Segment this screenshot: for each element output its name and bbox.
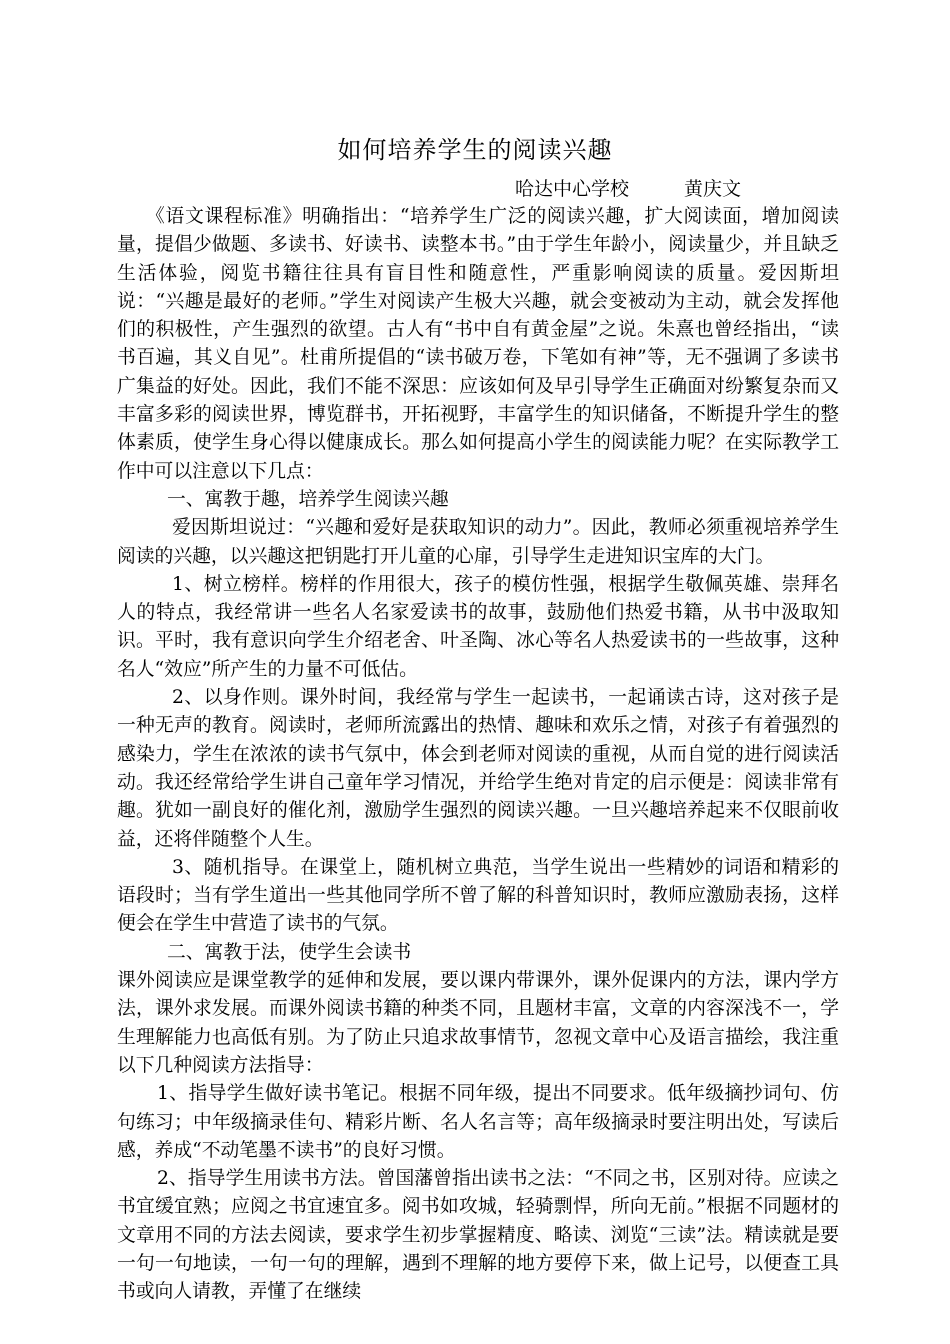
paragraph-point-2-2: 2、指导学生用读书方法。曾国藩曾指出读书之法：“不同之书，区别对待。应读之书宜缓宜熟；应阅之书宜速宜多。阅书如攻城，轻骑剽悍，所向无前。”根据不同题材的文章用不同的方法去阅读，要求学生初步掌握精度、略读、浏览“三读”法。精读就是要一句一句地读，一句一句的理解，遇到不理解的地方要停下来，做上记号，以便查工具书或向人请教，弄懂了在继续 xyxy=(117,1168,839,1303)
document-body xyxy=(117,203,839,1307)
section-heading-2: 二、寓教于法，使学生会读书 xyxy=(167,941,412,963)
paragraph-point-1-1: 1、树立榜样。榜样的作用很大，孩子的模仿性强，根据学生敬佩英雄、崇拜名人的特点，我经常讲一些名人名家爱读书的故事，鼓励他们热爱书籍，从书中汲取知识。平时，我有意识向学生介绍老舍、叶圣陶、冰心等名人热爱读书的一些故事，这种名人“效应”所产生的力量不可低估。 xyxy=(117,573,839,680)
paragraph-point-1-3: 3、随机指导。在课堂上，随机树立典范，当学生说出一些精妙的词语和精彩的语段时；当有学生道出一些其他同学所不曾了解的科普知识时，教师应激励表扬，这样便会在学生中营造了读书的气氛。 xyxy=(117,856,839,935)
section-heading-1: 一、寓教于趣，培养学生阅读兴趣 xyxy=(167,488,449,510)
document-title: 如何培养学生的阅读兴趣 xyxy=(337,136,613,164)
paragraph-point-1-2: 2、以身作则。课外时间，我经常与学生一起读书，一起诵读古诗，这对孩子是一种无声的教育。阅读时，老师所流露出的热情、趣味和欢乐之情，对孩子有着强烈的感染力，学生在浓浓的读书气氛中，体会到老师对阅读的重视，从而自觉的进行阅读活动。我还经常给学生讲自己童年学习情况，并给学生绝对肯定的启示便是：阅读非常有趣。犹如一副良好的催化剂，激励学生强烈的阅读兴趣。一旦兴趣培养起来不仅眼前收益，还将伴随整个人生。 xyxy=(117,687,839,850)
author-name: 黄庆文 xyxy=(684,178,742,200)
paragraph-intro: 《语文课程标准》明确指出：“培养学生广泛的阅读兴趣，扩大阅读面，增加阅读量，提倡少做题、多读书、好读书、读整本书。”由于学生年龄小，阅读量少，并且缺乏生活体验，阅览书籍往往具有盲目性和随意性，严重影响阅读的质量。爱因斯坦说：“兴趣是最好的老师。”学生对阅读产生极大兴趣，就会变被动为主动，就会发挥他们的积极性，产生强烈的欲望。古人有“书中自有黄金屋”之说。朱熹也曾经指出，“读书百遍，其义自见”。杜甫所提倡的“读书破万卷，下笔如有神”等，无不强调了多读书广集益的好处。因此，我们不能不深思：应该如何及早引导学生正确面对纷繁复杂而又丰富多彩的阅读世界，博览群书，开拓视野，丰富学生的知识储备，不断提升学生的整体素质，使学生身心得以健康成长。那么如何提高小学生的阅读能力呢？在实际教学工作中可以注意以下几点： xyxy=(117,206,839,482)
school-name: 哈达中心学校 xyxy=(515,178,630,200)
paragraph-point-2-1: 1、指导学生做好读书笔记。根据不同年级，提出不同要求。低年级摘抄词句、仿句练习；中年级摘录佳句、精彩片断、名人名言等；高年级摘录时要注明出处，写读后感，养成“不动笔墨不读书”的良好习惯。 xyxy=(117,1083,839,1161)
byline xyxy=(515,176,741,202)
paragraph-section2-intro: 课外阅读应是课堂教学的延伸和发展，要以课内带课外，课外促课内的方法，课内学方法，课外求发展。而课外阅读书籍的种类不同，且题材丰富，文章的内容深浅不一，学生理解能力也高低有别。为了防止只追求故事情节，忽视文章中心及语言描绘，我注重以下几种阅读方法指导： xyxy=(117,970,839,1076)
paragraph-section1-intro: 爱因斯坦说过：“兴趣和爱好是获取知识的动力”。因此，教师必须重视培养学生阅读的兴趣，以兴趣这把钥匙打开儿童的心扉，引导学生走进知识宝库的大门。 xyxy=(117,517,839,567)
